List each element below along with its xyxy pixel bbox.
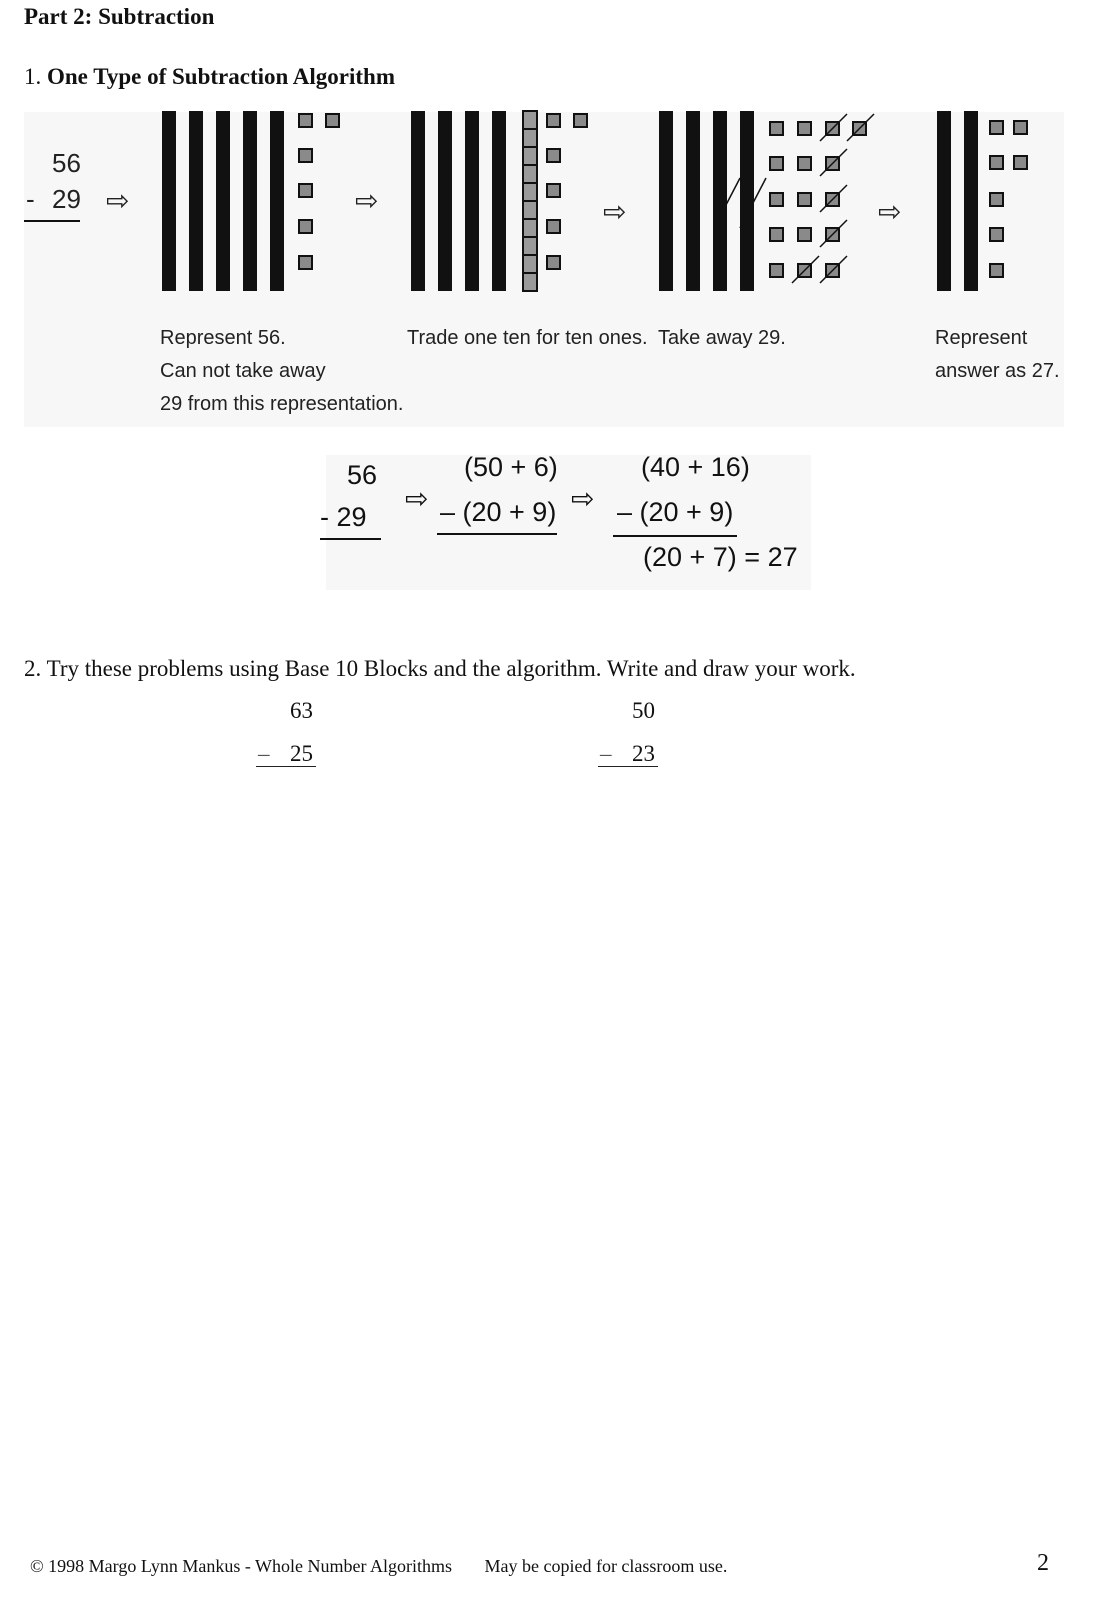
caption-line: 29 from this representation. bbox=[160, 393, 404, 415]
unit-cube bbox=[326, 114, 339, 127]
unit-cube bbox=[770, 157, 783, 170]
algorithm-result: (20 + 7) = 27 bbox=[643, 542, 798, 572]
step1-caption bbox=[160, 322, 403, 421]
unit-cube bbox=[523, 237, 537, 255]
ten-rod bbox=[189, 111, 203, 291]
caption-line: Take away 29. bbox=[658, 327, 786, 349]
unit-cube bbox=[523, 201, 537, 219]
ten-rod bbox=[492, 111, 506, 291]
algorithm-col3-top: (40 + 16) bbox=[641, 452, 750, 482]
ten-rod bbox=[713, 111, 727, 291]
unit-cube bbox=[299, 184, 312, 197]
unit-cube bbox=[547, 220, 560, 233]
arrow-icon: ⇨ bbox=[106, 185, 130, 216]
unit-cube bbox=[990, 121, 1003, 134]
algorithm-col3-underline bbox=[613, 535, 737, 537]
unit-cube bbox=[523, 183, 537, 201]
unit-cube bbox=[574, 114, 587, 127]
caption-line: Represent bbox=[935, 327, 1028, 349]
caption-line: Represent 56. bbox=[160, 327, 286, 349]
cross-out-mark bbox=[820, 149, 847, 176]
algorithm-col1-bottom: - 29 bbox=[320, 502, 367, 532]
unit-cube bbox=[798, 193, 811, 206]
arrow-icon: ⇨ bbox=[355, 185, 379, 216]
arrow-icon: ⇨ bbox=[603, 196, 627, 227]
ten-rod bbox=[964, 111, 978, 291]
arrow-icon: ⇨ bbox=[405, 483, 429, 514]
arrow-icon: ⇨ bbox=[878, 196, 902, 227]
section1-number: 1. bbox=[24, 64, 42, 89]
ten-rod bbox=[465, 111, 479, 291]
cross-out-mark bbox=[820, 256, 847, 283]
unit-cube bbox=[798, 122, 811, 135]
unit-cube bbox=[770, 122, 783, 135]
unit-cube bbox=[990, 264, 1003, 277]
cross-out-mark bbox=[820, 185, 847, 212]
caption-line: Can not take away bbox=[160, 360, 326, 382]
ten-rod bbox=[740, 111, 754, 291]
caption-line: Trade one ten for ten ones. bbox=[407, 327, 648, 349]
practice-problem-2-bottom: 23 bbox=[632, 741, 655, 766]
cross-out-mark bbox=[820, 114, 847, 141]
practice-problem-1-bottom: 25 bbox=[290, 741, 313, 766]
section1-heading bbox=[24, 64, 395, 90]
unit-cube bbox=[523, 255, 537, 273]
unit-cube bbox=[523, 111, 537, 129]
ten-rod bbox=[659, 111, 673, 291]
step2-caption bbox=[407, 322, 648, 355]
cross-out-mark bbox=[820, 220, 847, 247]
footer bbox=[30, 1556, 755, 1577]
unit-cube bbox=[547, 256, 560, 269]
problem-bottom-number: 29 bbox=[52, 184, 81, 214]
algorithm-col3-bottom: – (20 + 9) bbox=[617, 497, 734, 527]
section1-title: One Type of Subtraction Algorithm bbox=[47, 64, 395, 89]
arrow-icon: ⇨ bbox=[571, 483, 595, 514]
unit-cube bbox=[990, 156, 1003, 169]
section2-number: 2. bbox=[24, 656, 42, 681]
section2-text: Try these problems using Base 10 Blocks and the algorithm. Write and draw your work. bbox=[46, 656, 856, 681]
unit-cube bbox=[523, 273, 537, 291]
unit-cube bbox=[523, 219, 537, 237]
ten-rod bbox=[411, 111, 425, 291]
ten-rod bbox=[162, 111, 176, 291]
cross-out-mark bbox=[847, 114, 874, 141]
practice-problem-2-top: 50 bbox=[632, 698, 655, 723]
algorithm-col1-top: 56 bbox=[347, 460, 378, 490]
footer-copyright: © 1998 Margo Lynn Mankus - Whole Number Algorithms bbox=[30, 1556, 452, 1576]
unit-cube bbox=[1014, 121, 1027, 134]
practice-problem-2-underline bbox=[598, 766, 658, 767]
problem-top-number: 56 bbox=[52, 148, 81, 178]
unit-cube bbox=[523, 129, 537, 147]
practice-problem-1-underline bbox=[256, 766, 316, 767]
unit-cube bbox=[770, 228, 783, 241]
ten-rod bbox=[216, 111, 230, 291]
footer-note: May be copied for classroom use. bbox=[484, 1556, 728, 1576]
unit-cube bbox=[1014, 156, 1027, 169]
problem-operator: - bbox=[26, 184, 35, 214]
unit-cube bbox=[990, 193, 1003, 206]
step4-caption bbox=[935, 322, 1060, 388]
unit-cube bbox=[547, 114, 560, 127]
ten-rod bbox=[438, 111, 452, 291]
unit-cube bbox=[798, 157, 811, 170]
ten-rod bbox=[270, 111, 284, 291]
unit-cube bbox=[798, 228, 811, 241]
algorithm-col1-underline bbox=[320, 538, 381, 540]
section2-instruction bbox=[24, 656, 856, 682]
unit-cube bbox=[770, 193, 783, 206]
ten-rod bbox=[686, 111, 700, 291]
practice-problem-1-top: 63 bbox=[290, 698, 313, 723]
practice-problem-1-operator: – bbox=[258, 741, 270, 766]
caption-line: answer as 27. bbox=[935, 360, 1060, 382]
page-title: Part 2: Subtraction bbox=[24, 4, 215, 29]
unit-cube bbox=[299, 149, 312, 162]
unit-cube bbox=[547, 184, 560, 197]
unit-cube bbox=[299, 114, 312, 127]
unit-cube bbox=[523, 165, 537, 183]
unit-cube bbox=[770, 264, 783, 277]
unit-cube bbox=[299, 256, 312, 269]
unit-cube bbox=[990, 228, 1003, 241]
page-number: 2 bbox=[1037, 1550, 1049, 1576]
step3-caption bbox=[658, 322, 786, 355]
unit-cube bbox=[523, 147, 537, 165]
algorithm-col2-underline bbox=[437, 533, 557, 535]
cross-out-mark bbox=[792, 256, 819, 283]
algorithm-col2-top: (50 + 6) bbox=[464, 452, 558, 482]
unit-cube bbox=[299, 220, 312, 233]
algorithm-col2-bottom: – (20 + 9) bbox=[440, 497, 557, 527]
ten-rod bbox=[937, 111, 951, 291]
unit-cube bbox=[547, 149, 560, 162]
ten-rod bbox=[243, 111, 257, 291]
practice-problem-2-operator: – bbox=[600, 741, 612, 766]
